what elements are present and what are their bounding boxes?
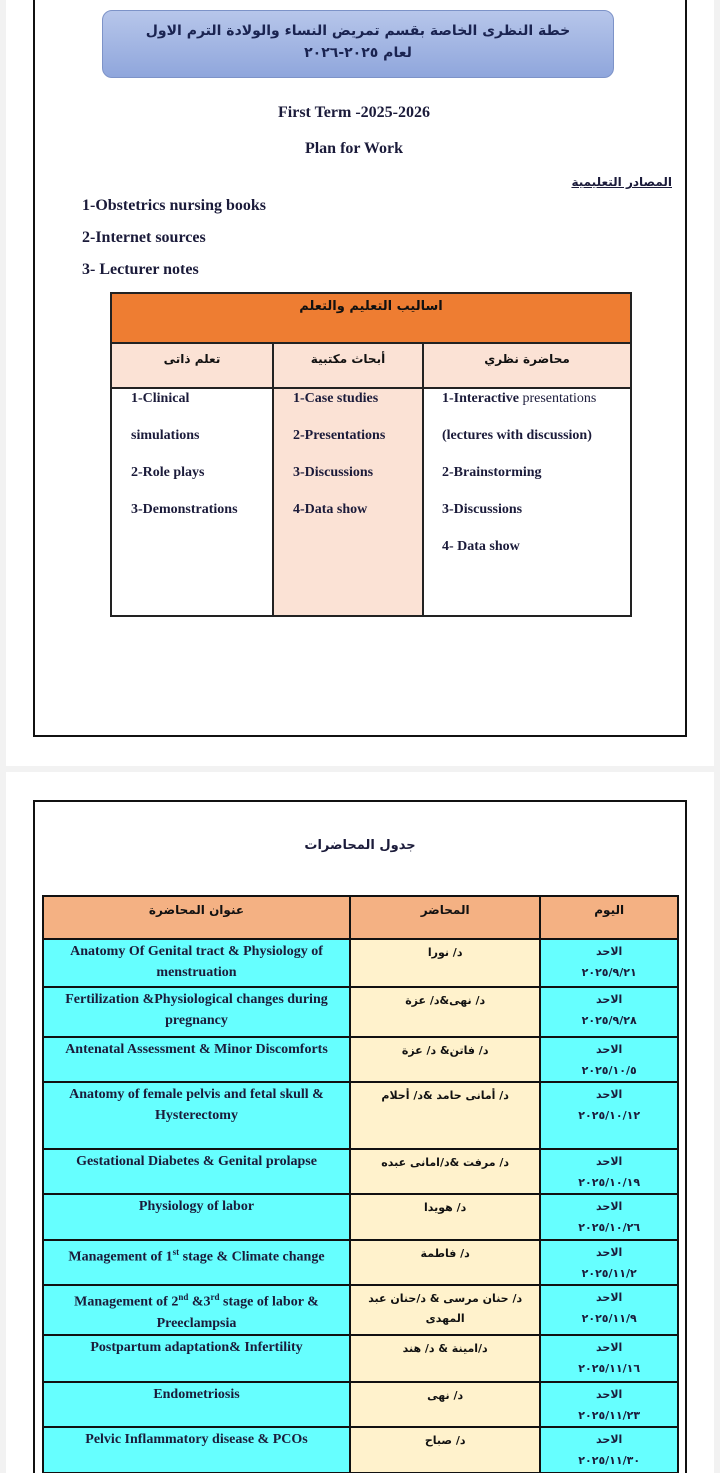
table-row	[43, 1194, 678, 1240]
theory-lecture-column	[424, 389, 630, 615]
method-item: 4-Data show	[293, 502, 368, 517]
table-row	[43, 939, 678, 987]
day-header: اليوم	[540, 896, 678, 939]
lecturer-cell: د/ فاتن& د/ عزة	[350, 1037, 540, 1082]
methods-body-row	[112, 389, 630, 615]
topic-cell: Management of 1st stage & Climate change	[43, 1240, 350, 1285]
lecturer-cell: د/ مرفت &د/امانى عبده	[350, 1149, 540, 1194]
lectures-title: جدول المحاضرات	[304, 838, 416, 853]
date-cell: الاحد ٢٠٢٥/١١/٢	[540, 1240, 678, 1285]
method-item: 4- Data show	[442, 539, 520, 554]
methods-col-header: محاضرة نظري	[424, 344, 630, 389]
method-item: 2-Brainstorming	[442, 465, 542, 480]
lecturer-header: المحاضر	[350, 896, 540, 939]
date-cell: الاحد ٢٠٢٥/١١/١٦	[540, 1335, 678, 1382]
topic-cell: Physiology of labor	[43, 1194, 350, 1240]
method-item: (lectures with discussion)	[442, 428, 592, 443]
topic-cell: Pelvic Inflammatory disease & PCOs	[43, 1427, 350, 1473]
date-cell: الاحد ٢٠٢٥/١٠/٥	[540, 1037, 678, 1082]
date-cell: الاحد ٢٠٢٥/١١/٢٣	[540, 1382, 678, 1427]
method-item: 2-Presentations	[293, 428, 386, 443]
sources-heading: المصادر التعليمية	[571, 175, 672, 189]
date-cell: الاحد ٢٠٢٥/١٠/١٢	[540, 1082, 678, 1149]
methods-col-header: تعلم ذاتى	[112, 344, 274, 389]
topic-cell: Endometriosis	[43, 1382, 350, 1427]
table-row	[43, 1149, 678, 1194]
method-item: 3-Demonstrations	[131, 502, 238, 517]
teaching-methods-table	[110, 292, 632, 617]
lectures-table	[42, 895, 679, 1473]
table-row	[43, 1382, 678, 1427]
topic-cell: Postpartum adaptation& Infertility	[43, 1335, 350, 1382]
topic-header: عنوان المحاضرة	[43, 896, 350, 939]
source-item: 2-Internet sources	[82, 229, 206, 246]
method-item: 2-Role plays	[131, 465, 205, 480]
lecturer-cell: د/ صباح	[350, 1427, 540, 1473]
banner-title: خطة النظرى الخاصة بقسم تمريض النساء والولادة الترم الاول	[145, 23, 571, 39]
term-heading: First Term -2025-2026	[278, 104, 430, 121]
method-item: 3-Discussions	[293, 465, 374, 480]
date-cell: الاحد ٢٠٢٥/٩/٢١	[540, 939, 678, 987]
lecturer-cell: د/ أمانى حامد &د/ أحلام	[350, 1082, 540, 1149]
table-row	[43, 987, 678, 1037]
date-cell: الاحد ٢٠٢٥/١١/٩	[540, 1285, 678, 1335]
date-cell: الاحد ٢٠٢٥/١٠/٢٦	[540, 1194, 678, 1240]
methods-header-row	[112, 344, 630, 389]
topic-cell: Antenatal Assessment & Minor Discomforts	[43, 1037, 350, 1082]
lecturer-cell: د/ فاطمة	[350, 1240, 540, 1285]
table-row	[43, 1285, 678, 1335]
topic-cell: Anatomy Of Genital tract & Physiology of menstruation	[43, 939, 350, 987]
banner-year: لعام ٢٠٢٥-٢٠٢٦	[304, 45, 412, 61]
library-research-column	[274, 389, 424, 615]
methods-col-header: أبحاث مكتبية	[274, 344, 424, 389]
topic-cell: Fertilization &Physiological changes during pregnancy	[43, 987, 350, 1037]
method-item: 1-Case studies	[293, 391, 379, 406]
methods-title: اساليب التعليم والتعلم	[112, 294, 630, 344]
lecturer-cell: د/امينة & د/ هند	[350, 1335, 540, 1382]
topic-cell: Management of 2nd &3rd stage of labor & Preeclampsia	[43, 1285, 350, 1335]
lecturer-cell: د/ نهى&د/ عزة	[350, 987, 540, 1037]
table-row	[43, 1240, 678, 1285]
lecturer-cell: د/ حنان مرسى & د/حنان عبد المهدى	[350, 1285, 540, 1335]
table-row	[43, 1427, 678, 1473]
table-row	[43, 1037, 678, 1082]
plan-title-banner	[102, 10, 614, 78]
method-item: 3-Discussions	[442, 502, 523, 517]
date-cell: الاحد ٢٠٢٥/١١/٣٠	[540, 1427, 678, 1473]
topic-cell: Anatomy of female pelvis and fetal skull & Hysterectomy	[43, 1082, 350, 1149]
table-row	[43, 1335, 678, 1382]
lecturer-cell: د/ نورا	[350, 939, 540, 987]
plan-heading: Plan for Work	[304, 140, 404, 157]
lectures-header-row	[43, 896, 678, 939]
lecturer-cell: د/ نهى	[350, 1382, 540, 1427]
method-item: 1-Clinical	[131, 391, 190, 406]
lecturer-cell: د/ هويدا	[350, 1194, 540, 1240]
date-cell: الاحد ٢٠٢٥/١٠/١٩	[540, 1149, 678, 1194]
date-cell: الاحد ٢٠٢٥/٩/٢٨	[540, 987, 678, 1037]
method-item: simulations	[131, 428, 200, 443]
source-item: 3- Lecturer notes	[82, 261, 199, 278]
method-item: 1-Interactive presentations	[442, 391, 597, 406]
source-item: 1-Obstetrics nursing books	[82, 197, 267, 214]
table-row	[43, 1082, 678, 1149]
topic-cell: Gestational Diabetes & Genital prolapse	[43, 1149, 350, 1194]
self-learning-column	[112, 389, 274, 615]
